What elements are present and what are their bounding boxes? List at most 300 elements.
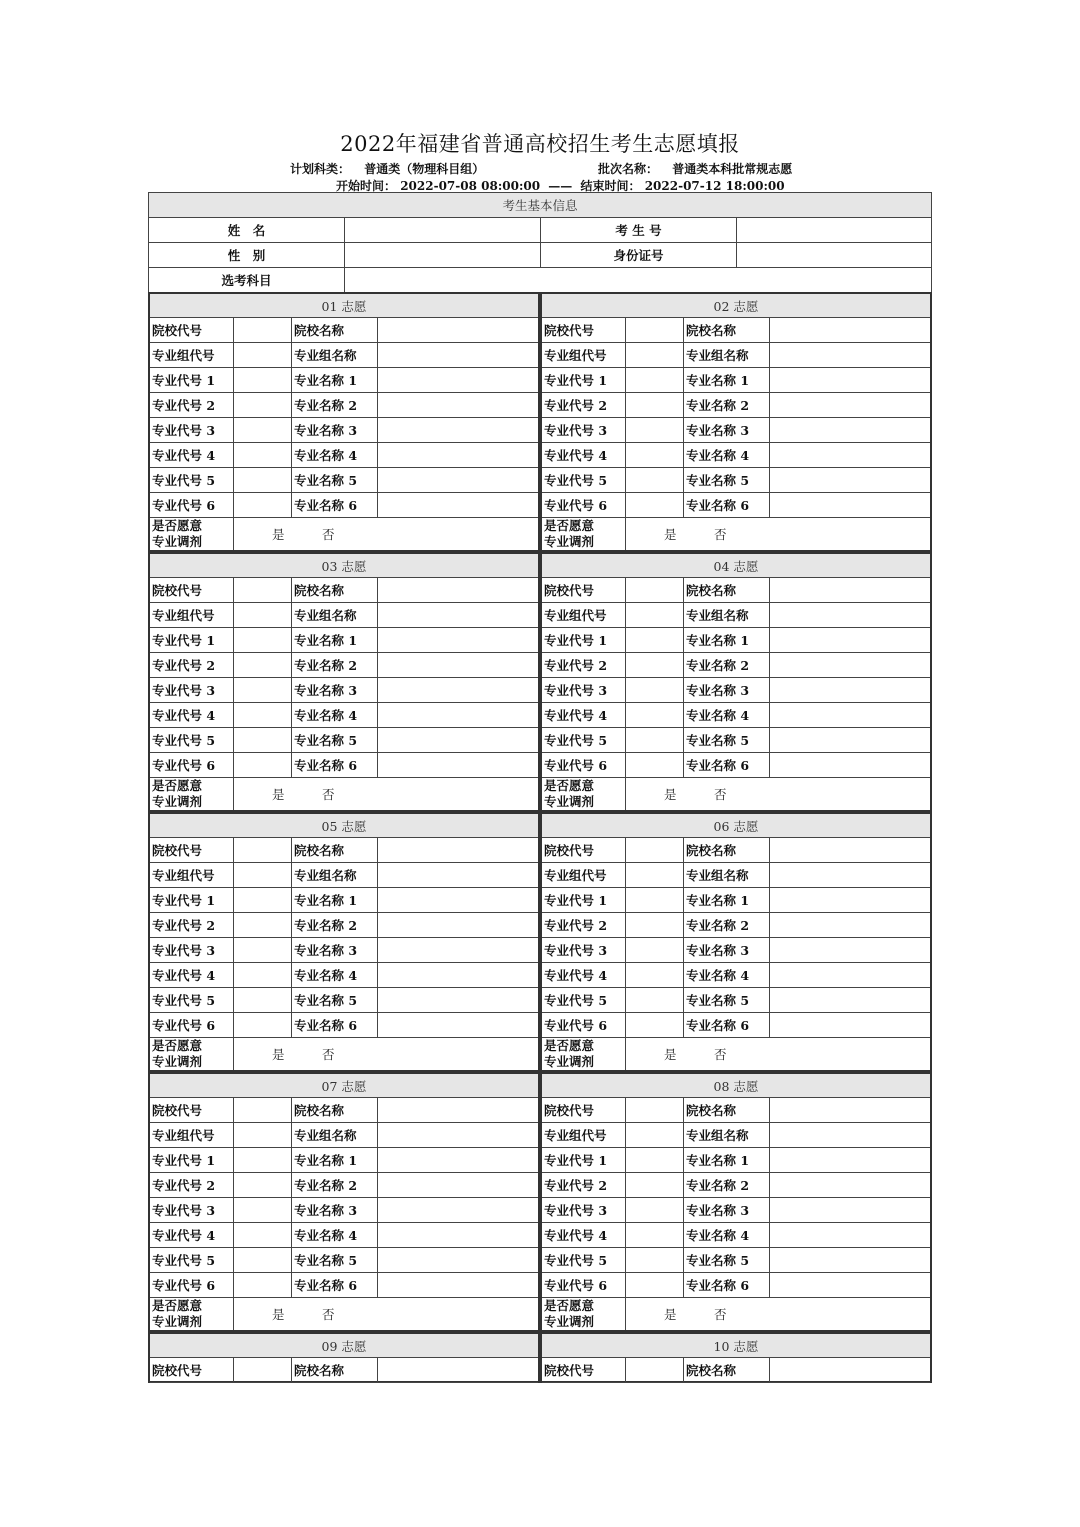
major-code-2-field[interactable] [626, 913, 684, 938]
adjust-options [234, 1298, 538, 1330]
adjust-label [150, 1038, 234, 1070]
major-code-6-field[interactable] [626, 753, 684, 778]
major-name-3-label: 专业名称 3 [684, 678, 770, 703]
major-code-1-field[interactable] [234, 888, 292, 913]
major-code-2-field[interactable] [626, 1173, 684, 1198]
major-code-4-label: 专业代号 4 [150, 1223, 234, 1248]
adjust-label-line2: 专业调剂 [152, 534, 203, 549]
id-no-field[interactable] [737, 243, 932, 268]
major-code-2-field[interactable] [234, 913, 292, 938]
major-name-4-field[interactable] [770, 1223, 930, 1248]
school-name-field[interactable] [378, 318, 538, 343]
major-name-3-field[interactable] [770, 1198, 930, 1223]
adjust-label [150, 518, 234, 550]
school-name-label: 院校名称 [292, 578, 378, 603]
major-name-4-field[interactable] [378, 703, 538, 728]
major-name-2-field[interactable] [770, 1173, 930, 1198]
major-code-2-label: 专业代号 2 [542, 653, 626, 678]
school-name-field[interactable] [378, 838, 538, 863]
wish-block [540, 292, 932, 552]
major-name-6-label: 专业名称 6 [292, 1013, 378, 1038]
major-code-5-field[interactable] [626, 988, 684, 1013]
major-code-5-label: 专业代号 5 [542, 988, 626, 1013]
school-name-field[interactable] [770, 318, 930, 343]
major-code-1-field[interactable] [626, 1148, 684, 1173]
major-code-3-label: 专业代号 3 [150, 938, 234, 963]
school-name-field[interactable] [378, 578, 538, 603]
major-name-2-field[interactable] [378, 653, 538, 678]
start-value: 2022-07-08 08:00:00 [400, 179, 541, 193]
wish-header: 07 志愿 [150, 1074, 538, 1098]
major-code-3-field[interactable] [626, 678, 684, 703]
major-name-2-label: 专业名称 2 [684, 913, 770, 938]
school-code-label: 院校代号 [150, 318, 234, 343]
major-name-6-field[interactable] [770, 1273, 930, 1298]
group-name-label: 专业组名称 [292, 343, 378, 368]
school-code-label: 院校代号 [542, 578, 626, 603]
adjust-label-line1: 是否愿意 [152, 778, 203, 793]
group-name-field[interactable] [378, 1123, 538, 1148]
group-code-field[interactable] [234, 343, 292, 368]
major-name-5-field[interactable] [770, 728, 930, 753]
adjust-yes-option[interactable]: 是 [664, 787, 677, 802]
major-code-1-label: 专业代号 1 [150, 628, 234, 653]
major-name-5-field[interactable] [770, 988, 930, 1013]
major-name-5-label: 专业名称 5 [292, 728, 378, 753]
major-code-5-label: 专业代号 5 [150, 468, 234, 493]
end-value: 2022-07-12 18:00:00 [644, 179, 785, 193]
adjust-label-line1: 是否愿意 [544, 1298, 595, 1313]
school-name-field[interactable] [770, 578, 930, 603]
major-code-4-label: 专业代号 4 [542, 703, 626, 728]
major-code-4-label: 专业代号 4 [150, 443, 234, 468]
group-code-field[interactable] [626, 343, 684, 368]
wish-header: 03 志愿 [150, 554, 538, 578]
wish-block [148, 812, 540, 1072]
group-name-field[interactable] [770, 863, 930, 888]
school-code-field[interactable] [626, 578, 684, 603]
major-name-6-label: 专业名称 6 [292, 493, 378, 518]
major-name-6-field[interactable] [378, 493, 538, 518]
major-code-1-field[interactable] [234, 368, 292, 393]
major-code-5-field[interactable] [626, 468, 684, 493]
major-name-2-field[interactable] [378, 913, 538, 938]
subjects-label: 选考科目 [149, 268, 345, 293]
adjust-options [626, 518, 930, 550]
adjust-yes-option[interactable]: 是 [664, 527, 677, 542]
form-sheet [148, 192, 932, 1383]
major-name-1-field[interactable] [770, 1148, 930, 1173]
wish-block [148, 1332, 540, 1383]
major-code-2-label: 专业代号 2 [542, 393, 626, 418]
major-code-1-label: 专业代号 1 [542, 888, 626, 913]
group-code-label: 专业组代号 [542, 1123, 626, 1148]
school-code-field[interactable] [626, 1358, 684, 1383]
major-name-4-label: 专业名称 4 [292, 443, 378, 468]
major-name-6-field[interactable] [378, 1013, 538, 1038]
wish-block [540, 552, 932, 812]
school-name-label: 院校名称 [684, 1098, 770, 1123]
major-name-5-field[interactable] [770, 468, 930, 493]
major-code-1-field[interactable] [626, 368, 684, 393]
major-name-6-field[interactable] [770, 753, 930, 778]
major-code-3-field[interactable] [234, 1198, 292, 1223]
school-code-label: 院校代号 [542, 318, 626, 343]
major-name-1-label: 专业名称 1 [684, 368, 770, 393]
wish-header: 09 志愿 [150, 1334, 538, 1358]
major-code-2-label: 专业代号 2 [150, 1173, 234, 1198]
school-name-label: 院校名称 [684, 318, 770, 343]
adjust-label-line1: 是否愿意 [152, 1038, 203, 1053]
school-code-label: 院校代号 [150, 1358, 234, 1383]
major-name-2-field[interactable] [378, 393, 538, 418]
major-code-3-label: 专业代号 3 [150, 418, 234, 443]
wish-block [148, 1072, 540, 1332]
major-name-3-field[interactable] [378, 418, 538, 443]
major-code-1-label: 专业代号 1 [542, 628, 626, 653]
major-name-5-label: 专业名称 5 [684, 728, 770, 753]
major-name-5-label: 专业名称 5 [292, 468, 378, 493]
major-code-4-field[interactable] [626, 443, 684, 468]
group-code-field[interactable] [234, 863, 292, 888]
wish-header: 02 志愿 [542, 294, 930, 318]
major-code-1-label: 专业代号 1 [150, 368, 234, 393]
adjust-label-line2: 专业调剂 [544, 794, 595, 809]
batch-value: 普通类本科批常规志愿 [672, 162, 793, 176]
major-name-6-label: 专业名称 6 [684, 1013, 770, 1038]
major-code-4-field[interactable] [234, 703, 292, 728]
major-name-1-label: 专业名称 1 [292, 1148, 378, 1173]
major-name-4-label: 专业名称 4 [684, 443, 770, 468]
subjects-field[interactable] [345, 268, 932, 293]
name-field[interactable] [345, 218, 541, 243]
school-code-field[interactable] [234, 1098, 292, 1123]
adjust-no-option[interactable]: 否 [714, 1307, 727, 1322]
gender-field[interactable] [345, 243, 541, 268]
major-name-4-field[interactable] [378, 443, 538, 468]
school-code-field[interactable] [234, 318, 292, 343]
school-code-field[interactable] [234, 1358, 292, 1383]
major-code-4-field[interactable] [234, 963, 292, 988]
school-name-field[interactable] [378, 1098, 538, 1123]
adjust-no-option[interactable]: 否 [714, 1047, 727, 1062]
batch-line [598, 160, 792, 177]
group-name-label: 专业组名称 [684, 343, 770, 368]
major-name-3-label: 专业名称 3 [684, 1198, 770, 1223]
major-name-5-field[interactable] [378, 728, 538, 753]
major-name-4-field[interactable] [770, 443, 930, 468]
adjust-label-line1: 是否愿意 [152, 1298, 203, 1313]
group-name-label: 专业组名称 [292, 603, 378, 628]
major-code-4-field[interactable] [234, 1223, 292, 1248]
major-name-2-field[interactable] [770, 393, 930, 418]
major-name-5-label: 专业名称 5 [684, 468, 770, 493]
major-name-1-label: 专业名称 1 [684, 628, 770, 653]
end-label: 结束时间： [580, 179, 641, 193]
major-name-3-field[interactable] [378, 1198, 538, 1223]
major-name-2-label: 专业名称 2 [684, 1173, 770, 1198]
major-code-3-label: 专业代号 3 [542, 938, 626, 963]
group-name-label: 专业组名称 [684, 603, 770, 628]
adjust-yes-option[interactable]: 是 [272, 1307, 285, 1322]
major-name-3-field[interactable] [378, 938, 538, 963]
batch-label: 批次名称： [598, 162, 659, 176]
group-code-label: 专业组代号 [542, 603, 626, 628]
major-name-3-field[interactable] [378, 678, 538, 703]
major-code-2-field[interactable] [626, 653, 684, 678]
school-code-field[interactable] [626, 838, 684, 863]
adjust-options [234, 778, 538, 810]
adjust-no-option[interactable]: 否 [322, 1047, 335, 1062]
wish-block [148, 552, 540, 812]
plan-value: 普通类（物理科目组） [364, 162, 485, 176]
school-name-field[interactable] [770, 838, 930, 863]
group-name-label: 专业组名称 [292, 1123, 378, 1148]
major-name-4-field[interactable] [770, 703, 930, 728]
adjust-no-option[interactable]: 否 [714, 787, 727, 802]
major-name-1-field[interactable] [378, 888, 538, 913]
major-code-3-field[interactable] [234, 678, 292, 703]
group-code-label: 专业组代号 [542, 343, 626, 368]
major-name-3-field[interactable] [770, 678, 930, 703]
major-name-5-field[interactable] [378, 468, 538, 493]
major-name-1-field[interactable] [770, 888, 930, 913]
major-name-5-label: 专业名称 5 [292, 1248, 378, 1273]
major-name-3-label: 专业名称 3 [292, 938, 378, 963]
major-code-6-field[interactable] [234, 753, 292, 778]
major-code-1-field[interactable] [626, 628, 684, 653]
major-name-3-label: 专业名称 3 [292, 418, 378, 443]
major-code-6-label: 专业代号 6 [150, 493, 234, 518]
major-code-6-field[interactable] [234, 493, 292, 518]
group-code-field[interactable] [626, 1123, 684, 1148]
major-code-3-field[interactable] [626, 418, 684, 443]
major-code-1-field[interactable] [626, 888, 684, 913]
major-name-2-label: 专业名称 2 [684, 393, 770, 418]
major-name-6-label: 专业名称 6 [292, 1273, 378, 1298]
major-code-4-field[interactable] [626, 963, 684, 988]
group-name-field[interactable] [770, 1123, 930, 1148]
major-name-6-field[interactable] [378, 753, 538, 778]
school-name-field[interactable] [770, 1098, 930, 1123]
adjust-yes-option[interactable]: 是 [664, 1307, 677, 1322]
major-code-2-field[interactable] [234, 393, 292, 418]
group-name-field[interactable] [378, 343, 538, 368]
major-name-3-field[interactable] [770, 938, 930, 963]
major-code-3-label: 专业代号 3 [542, 418, 626, 443]
major-name-2-field[interactable] [378, 1173, 538, 1198]
major-code-3-label: 专业代号 3 [150, 1198, 234, 1223]
major-name-4-field[interactable] [378, 1223, 538, 1248]
major-code-5-label: 专业代号 5 [150, 728, 234, 753]
major-code-5-field[interactable] [626, 728, 684, 753]
major-code-2-field[interactable] [234, 1173, 292, 1198]
major-name-6-field[interactable] [770, 493, 930, 518]
group-code-label: 专业组代号 [542, 863, 626, 888]
exam-no-field[interactable] [737, 218, 932, 243]
major-name-3-field[interactable] [770, 418, 930, 443]
group-name-field[interactable] [378, 863, 538, 888]
major-code-2-field[interactable] [626, 393, 684, 418]
wish-header: 04 志愿 [542, 554, 930, 578]
major-code-4-field[interactable] [626, 1223, 684, 1248]
adjust-yes-option[interactable]: 是 [272, 1047, 285, 1062]
major-code-1-field[interactable] [234, 1148, 292, 1173]
major-name-4-field[interactable] [378, 963, 538, 988]
school-code-field[interactable] [234, 578, 292, 603]
adjust-label-line1: 是否愿意 [544, 778, 595, 793]
major-name-1-field[interactable] [378, 628, 538, 653]
major-name-5-label: 专业名称 5 [684, 988, 770, 1013]
wish-block [540, 1072, 932, 1332]
major-name-6-label: 专业名称 6 [684, 753, 770, 778]
major-name-1-field[interactable] [770, 628, 930, 653]
group-name-field[interactable] [378, 603, 538, 628]
major-name-2-label: 专业名称 2 [684, 653, 770, 678]
group-code-field[interactable] [626, 603, 684, 628]
major-code-3-field[interactable] [626, 938, 684, 963]
major-name-4-label: 专业名称 4 [684, 963, 770, 988]
start-label: 开始时间： [336, 179, 397, 193]
major-code-2-field[interactable] [234, 653, 292, 678]
group-code-label: 专业组代号 [150, 343, 234, 368]
major-name-1-label: 专业名称 1 [292, 368, 378, 393]
adjust-no-option[interactable]: 否 [322, 787, 335, 802]
major-code-4-label: 专业代号 4 [150, 703, 234, 728]
group-code-label: 专业组代号 [150, 1123, 234, 1148]
major-code-4-field[interactable] [234, 443, 292, 468]
major-code-6-label: 专业代号 6 [542, 1273, 626, 1298]
major-name-1-field[interactable] [378, 368, 538, 393]
adjust-label [150, 778, 234, 810]
group-code-label: 专业组代号 [150, 603, 234, 628]
major-name-1-field[interactable] [378, 1148, 538, 1173]
major-name-4-label: 专业名称 4 [292, 1223, 378, 1248]
major-code-3-label: 专业代号 3 [150, 678, 234, 703]
wish-block [540, 812, 932, 1072]
major-name-5-field[interactable] [378, 1248, 538, 1273]
major-code-5-label: 专业代号 5 [542, 468, 626, 493]
dash-separator: —— [548, 179, 573, 193]
major-code-6-field[interactable] [626, 1273, 684, 1298]
major-code-5-label: 专业代号 5 [542, 728, 626, 753]
major-code-6-label: 专业代号 6 [542, 493, 626, 518]
wish-header: 06 志愿 [542, 814, 930, 838]
major-name-3-label: 专业名称 3 [292, 678, 378, 703]
adjust-yes-option[interactable]: 是 [272, 787, 285, 802]
major-name-4-label: 专业名称 4 [684, 703, 770, 728]
adjust-no-option[interactable]: 否 [322, 527, 335, 542]
major-code-5-field[interactable] [626, 1248, 684, 1273]
school-code-label: 院校代号 [150, 578, 234, 603]
school-name-label: 院校名称 [292, 318, 378, 343]
major-name-2-label: 专业名称 2 [292, 1173, 378, 1198]
school-name-label: 院校名称 [292, 1098, 378, 1123]
major-code-3-field[interactable] [234, 418, 292, 443]
major-name-5-label: 专业名称 5 [684, 1248, 770, 1273]
major-code-6-label: 专业代号 6 [542, 1013, 626, 1038]
major-code-6-field[interactable] [234, 1273, 292, 1298]
group-code-label: 专业组代号 [150, 863, 234, 888]
adjust-label-line2: 专业调剂 [544, 1054, 595, 1069]
major-name-1-field[interactable] [770, 368, 930, 393]
major-name-3-label: 专业名称 3 [684, 418, 770, 443]
adjust-no-option[interactable]: 否 [322, 1307, 335, 1322]
major-code-5-label: 专业代号 5 [150, 988, 234, 1013]
wish-header: 10 志愿 [542, 1334, 930, 1358]
wish-header: 01 志愿 [150, 294, 538, 318]
wish-header: 08 志愿 [542, 1074, 930, 1098]
adjust-label [542, 518, 626, 550]
school-name-field[interactable] [378, 1358, 538, 1383]
major-name-3-label: 专业名称 3 [684, 938, 770, 963]
adjust-yes-option[interactable]: 是 [272, 527, 285, 542]
major-code-5-label: 专业代号 5 [542, 1248, 626, 1273]
basic-info-section [148, 192, 932, 292]
major-code-6-field[interactable] [234, 1013, 292, 1038]
gender-label: 性 别 [149, 243, 345, 268]
major-name-4-label: 专业名称 4 [684, 1223, 770, 1248]
group-code-field[interactable] [234, 603, 292, 628]
major-name-6-field[interactable] [378, 1273, 538, 1298]
major-code-2-label: 专业代号 2 [150, 393, 234, 418]
major-name-3-label: 专业名称 3 [292, 1198, 378, 1223]
major-code-6-field[interactable] [626, 1013, 684, 1038]
major-name-5-label: 专业名称 5 [292, 988, 378, 1013]
group-name-field[interactable] [770, 603, 930, 628]
major-code-1-field[interactable] [234, 628, 292, 653]
adjust-no-option[interactable]: 否 [714, 527, 727, 542]
school-name-label: 院校名称 [292, 1358, 378, 1383]
major-name-2-field[interactable] [770, 653, 930, 678]
major-name-6-label: 专业名称 6 [292, 753, 378, 778]
adjust-label [542, 778, 626, 810]
adjust-label [150, 1298, 234, 1330]
school-code-label: 院校代号 [542, 838, 626, 863]
major-code-5-field[interactable] [234, 1248, 292, 1273]
group-code-field[interactable] [234, 1123, 292, 1148]
major-code-5-field[interactable] [234, 728, 292, 753]
major-code-1-label: 专业代号 1 [150, 888, 234, 913]
major-code-4-field[interactable] [626, 703, 684, 728]
exam-no-label: 考 生 号 [541, 218, 737, 243]
page-title: 2022年福建省普通高校招生考生志愿填报 [340, 132, 740, 156]
major-name-5-field[interactable] [770, 1248, 930, 1273]
major-name-6-field[interactable] [770, 1013, 930, 1038]
group-code-field[interactable] [626, 863, 684, 888]
major-name-4-field[interactable] [770, 963, 930, 988]
id-no-label: 身份证号 [541, 243, 737, 268]
school-code-field[interactable] [234, 838, 292, 863]
major-code-5-field[interactable] [234, 468, 292, 493]
school-name-field[interactable] [770, 1358, 930, 1383]
school-code-field[interactable] [626, 318, 684, 343]
major-code-3-field[interactable] [626, 1198, 684, 1223]
major-name-5-field[interactable] [378, 988, 538, 1013]
major-name-2-field[interactable] [770, 913, 930, 938]
group-name-field[interactable] [770, 343, 930, 368]
adjust-label [542, 1298, 626, 1330]
major-code-3-field[interactable] [234, 938, 292, 963]
major-code-5-field[interactable] [234, 988, 292, 1013]
school-code-field[interactable] [626, 1098, 684, 1123]
school-name-label: 院校名称 [684, 578, 770, 603]
school-code-label: 院校代号 [150, 838, 234, 863]
adjust-yes-option[interactable]: 是 [664, 1047, 677, 1062]
major-code-1-label: 专业代号 1 [542, 368, 626, 393]
major-code-6-label: 专业代号 6 [150, 753, 234, 778]
major-code-6-field[interactable] [626, 493, 684, 518]
